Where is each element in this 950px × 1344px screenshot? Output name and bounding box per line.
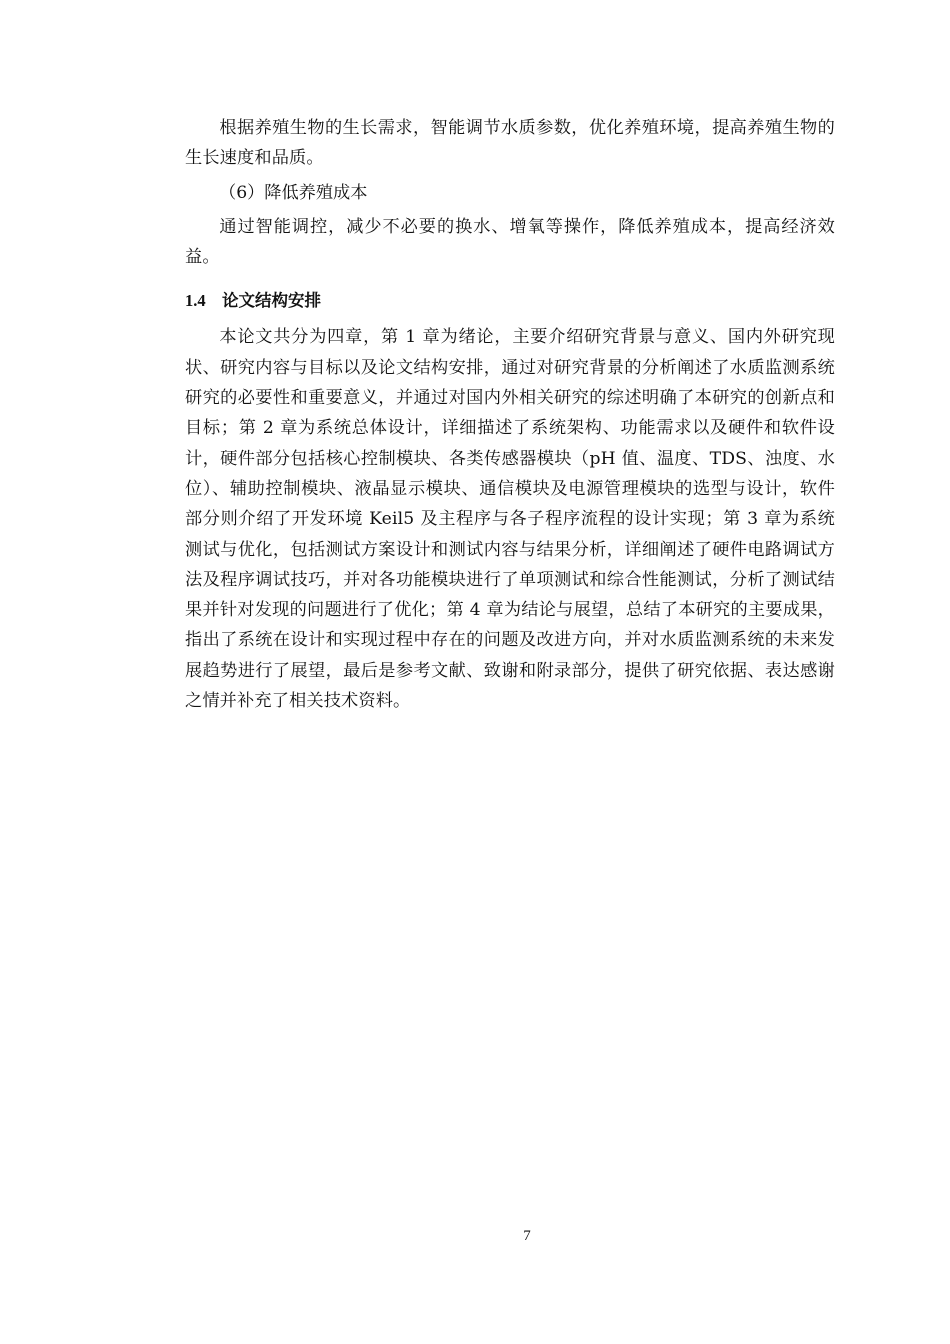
section-number: 1.4	[185, 291, 206, 311]
section-heading	[185, 288, 835, 314]
section-title: 论文结构安排	[222, 291, 321, 311]
paragraph-smart-control: 通过智能调控，减少不必要的换水、增氧等操作，降低养殖成本，提高经济效益。	[185, 216, 835, 268]
paragraph-growth-needs: 根据养殖生物的生长需求，智能调节水质参数，优化养殖环境，提高养殖生物的生长速度和品质。	[185, 118, 835, 169]
list-item-reduce-cost: （6）降低养殖成本	[219, 182, 368, 203]
paragraph-thesis-structure: 本论文共分为四章，第 1 章为绪论，主要介绍研究背景与意义、国内外研究现状、研究内容与目标以及论文结构安排，通过对研究背景的分析阐述了水质监测系统研究的必要性和重要意义，并通过对国内外相关研究的综述明确了本研究的创新点和目标；第 2 章为系统总体设计，详细描述了系统架构、功能需求以及硬件和软件设计，硬件部分包括核心控制模块、各类传感器模块（pH 值、温度、TDS、浊度、水位）、辅助控制模块、液晶显示模块、通信模块及电源管理模块的选型与设计，软件部分则介绍了开发环境 Keil5 及主程序与各子程序流程的设计实现；第 3 章为系统测试与优化，包括测试方案设计和测试内容与结果分析，详细阐述了硬件电路调试方法及程序调试技巧，并对各功能模块进行了单项测试和综合性能测试，分析了测试结果并针对发现的问题进行了优化；第 4 章为结论与展望，总结了本研究的主要成果，指出了系统在设计和实现过程中存在的问题及改进方向，并对水质监测系统的未来发展趋势进行了展望，最后是参考文献、致谢和附录部分，提供了研究依据、表达感谢之情并补充了相关技术资料。	[185, 327, 835, 712]
page-number: 7	[523, 1228, 531, 1244]
page-content	[185, 113, 835, 720]
